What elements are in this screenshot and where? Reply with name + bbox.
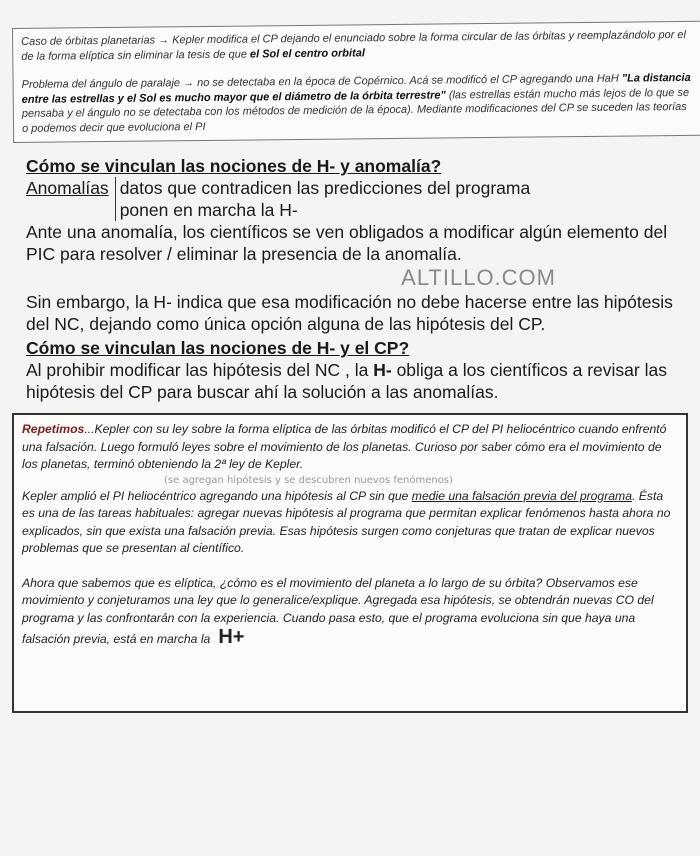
anomalias-definition	[26, 177, 686, 221]
anomalias-label: Anomalías	[26, 178, 109, 198]
main-content	[26, 155, 686, 403]
watermark-row	[26, 265, 686, 291]
summary-box-bottom	[12, 413, 688, 713]
paragraph: Al prohibir modificar las hipótesis del NC , la H- obliga a los científicos a revisar las hipótesis del CP para buscar ahí la solución a las anomalías.	[26, 360, 667, 402]
parallax-text: Problema del ángulo de paralaje → no se detectaba en la época de Copérnico. Acá se modificó el CP agregando una HaH "La distancia entre las estrellas y el Sol es mucho mayor que el diámetro de la órbita terrestre" (las estrellas están mucho más lejos de lo que se pensaba y el ángulo no se detectaba con los métodos de medición de la época). Mediante modificaciones del CP se suceden las teorías o podemos decir que evoluciona el PI	[21, 71, 691, 135]
handwritten-note: (se agregan hipótesis y se descubren nuevos fenómenos)	[164, 474, 453, 486]
anomalias-item: datos que contradicen las predicciones del programa	[119, 178, 531, 198]
paragraph: Sin embargo, la H- indica que esa modificación no debe hacerse entre las hipótesis del NC, dejando como única opción alguna de las hipótesis del CP.	[26, 292, 673, 334]
orbit-case-text: Caso de órbitas planetarias → Kepler modifica el CP dejando el enunciado sobre la forma circular de las órbitas y reemplazándolo por el de la forma elíptica sin eliminar la tesis de que el Sol el centro orbital	[21, 28, 687, 63]
kepler-paragraph: Repetimos...Kepler con su ley sobre la forma elíptica de las órbitas modificó el CP del PI heliocéntrico cuando enfrentó una falsación. Luego formuló leyes sobre el movimiento de los planetas. Curioso por saber cómo era el movimiento de los planetas, terminó obteniendo la 2ª ley de Kepler.	[22, 422, 667, 471]
paragraph: Ante una anomalía, los científicos se ven obligados a modificar algún elemento del PIC para resolver / eliminar la presencia de la anomalía.	[26, 222, 668, 264]
heading-anomalia: Cómo se vinculan las nociones de H- y anomalía?	[26, 156, 442, 176]
summary-box-top	[12, 21, 700, 143]
handwritten-hplus: H+	[218, 626, 245, 648]
elliptic-paragraph: Ahora que sabemos que es elíptica, ¿cómo es el movimiento del planeta a lo largo de su órbita? Observamos ese movimiento y conjeturamos una ley que lo generalice/explique. Agregada esa hipótesis, se obtendrán nuevas CO del programa y las confrontarán con la experiencia. Cuando pasa esto, que el programa evoluciona sin que haya una falsación previa, está en marcha la H+	[22, 575, 654, 648]
kepler-expansion-paragraph: Kepler amplió el PI heliocéntrico agregando una hipótesis al CP sin que medie una falsación previa del programa. Ésta es una de las tareas habituales: agregar nuevas hipótesis al programa que permitan explicar fenómenos hasta ahora no explicados, sin que exista una falsación previa. Esas hipótesis surgen como conjeturas que tratan de explicar nuevos problemas que se presentan al científico.	[22, 488, 671, 555]
watermark: ALTILLO.COM	[401, 265, 556, 290]
anomalias-item: ponen en marcha la H-	[119, 200, 298, 220]
heading-cp: Cómo se vinculan las nociones de H- y el CP?	[26, 338, 410, 358]
